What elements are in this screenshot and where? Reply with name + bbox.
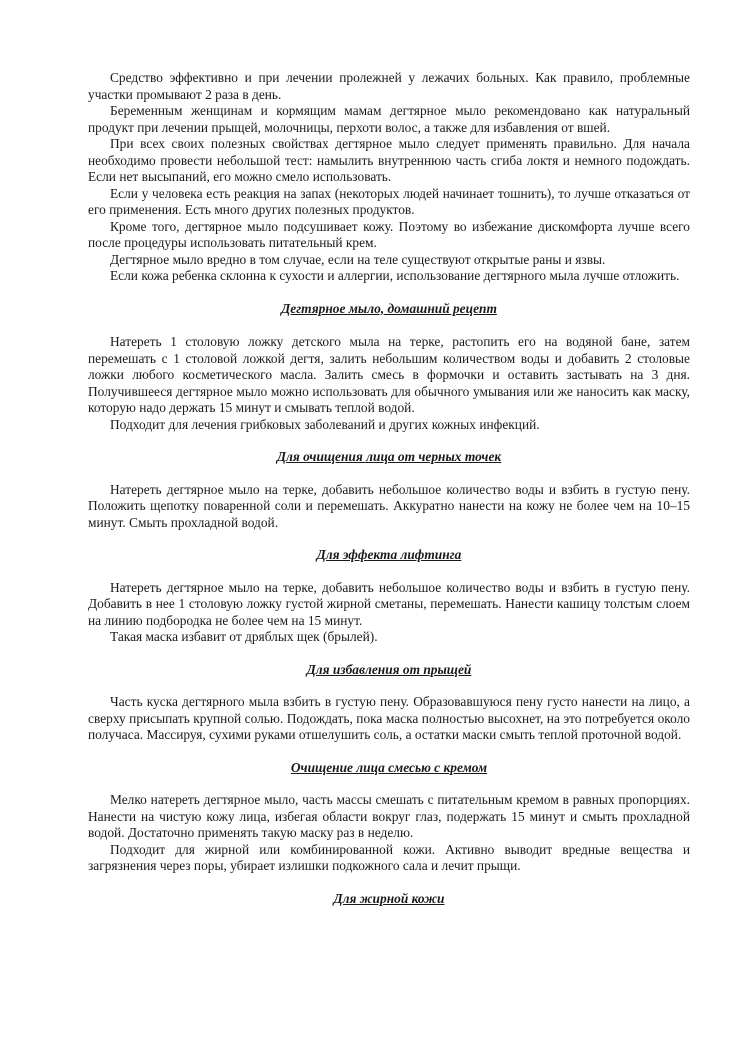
section-heading: Очищение лица смесью с кремом bbox=[290, 759, 488, 775]
paragraph: Часть куска дегтярного мыла взбить в густую пену. Образовавшуюся пену густо нанести на лицо, а сверху присыпать крупной солью. Подождать, пока маска полностью высохнет, на это потребуется около получаса. Массируя, сухими руками отшелушить соль, а остатки маски смыть теплой проточной водой. bbox=[88, 694, 690, 742]
paragraph: При всех своих полезных свойствах дегтярное мыло следует применять правильно. Для начала необходимо провести небольшой тест: намылить внутреннюю часть сгиба локтя и немного подождать. Если нет высыпаний, его можно смело использовать. bbox=[88, 136, 690, 184]
section-blackheads bbox=[88, 449, 690, 531]
section-heading: Для эффекта лифтинга bbox=[316, 547, 462, 562]
paragraph: Такая маска избавит от дряблых щек (брылей). bbox=[110, 629, 378, 644]
paragraph: Средство эффективно и при лечении пролежней у лежачих больных. Как правило, проблемные участки промывают 2 раза в день. bbox=[88, 70, 690, 102]
section-heading: Для жирной кожи bbox=[333, 890, 445, 906]
paragraph: Подходит для жирной или комбинированной кожи. Активно выводит вредные вещества и загрязнения через поры, убирает излишки подкожного сала и лечит прыщи. bbox=[88, 841, 690, 873]
section-heading: Для избавления от прыщей bbox=[306, 661, 472, 677]
section-heading: Дегтярное мыло, домашний рецепт bbox=[281, 300, 497, 316]
paragraph: Беременным женщинам и кормящим мамам дегтярное мыло рекомендовано как натуральный продукт при лечении прыщей, молочницы, перхоти волос, а также для избавления от вшей. bbox=[88, 103, 690, 135]
paragraph: Натереть дегтярное мыло на терке, добавить небольшое количество воды и взбить в густую пену. Положить щепотку поваренной соли и перемешать. Аккуратно нанести на кожу не более чем на 10–15 минут. Смыть прохладной водой. bbox=[88, 481, 690, 530]
paragraph: Подходит для лечения грибковых заболеваний и других кожных инфекций. bbox=[110, 416, 540, 432]
section-homemade-recipe bbox=[88, 301, 690, 434]
section-cream-cleansing bbox=[88, 760, 690, 875]
paragraph: Мелко натереть дегтярное мыло, часть массы смешать с питательным кремом в равных пропорциях. Нанести на чистую кожу лица, избегая области вокруг глаз, подержать 15 минут и смыть прохладной водой. Достаточно применять такую маску раз в неделю. bbox=[88, 792, 690, 840]
section-heading: Для очищения лица от черных точек bbox=[276, 449, 502, 464]
paragraph: Натереть 1 столовую ложку детского мыла на терке, растопить его на водяной бане, затем перемешать с 1 столовой ложкой дегтя, залить небольшим количеством воды и добавить 2 столовые ложки любого косметического масла. Залить смесь в формочки и оставить застывать на 3 дня. Получившееся дегтярное мыло можно использовать для обычного умывания или же наносить как маску, которую надо держать 15 минут и смывать теплой водой. bbox=[88, 334, 690, 415]
intro-block bbox=[88, 70, 690, 285]
section-lifting bbox=[88, 547, 690, 646]
paragraph: Если кожа ребенка склонна к сухости и аллергии, использование дегтярного мыла лучше отложить. bbox=[110, 268, 680, 283]
paragraph: Кроме того, дегтярное мыло подсушивает кожу. Поэтому во избежание дискомфорта лучше всего после процедуры использовать питательный крем. bbox=[88, 218, 690, 250]
section-oily-skin bbox=[88, 891, 690, 908]
paragraph: Если у человека есть реакция на запах (некоторых людей начинает тошнить), то лучше отказаться от его применения. Есть много других полезных продуктов. bbox=[88, 185, 690, 217]
paragraph: Натереть дегтярное мыло на терке, добавить небольшое количество воды и взбить в густую пену. Добавить в нее 1 столовую ложку густой жирной сметаны, перемешать. Нанести кашицу толстым слоем на линию подбородка не более чем на 15 минут. bbox=[88, 579, 690, 628]
document-page bbox=[88, 70, 690, 907]
paragraph: Дегтярное мыло вредно в том случае, если на теле существуют открытые раны и язвы. bbox=[110, 251, 606, 267]
section-acne bbox=[88, 662, 690, 744]
